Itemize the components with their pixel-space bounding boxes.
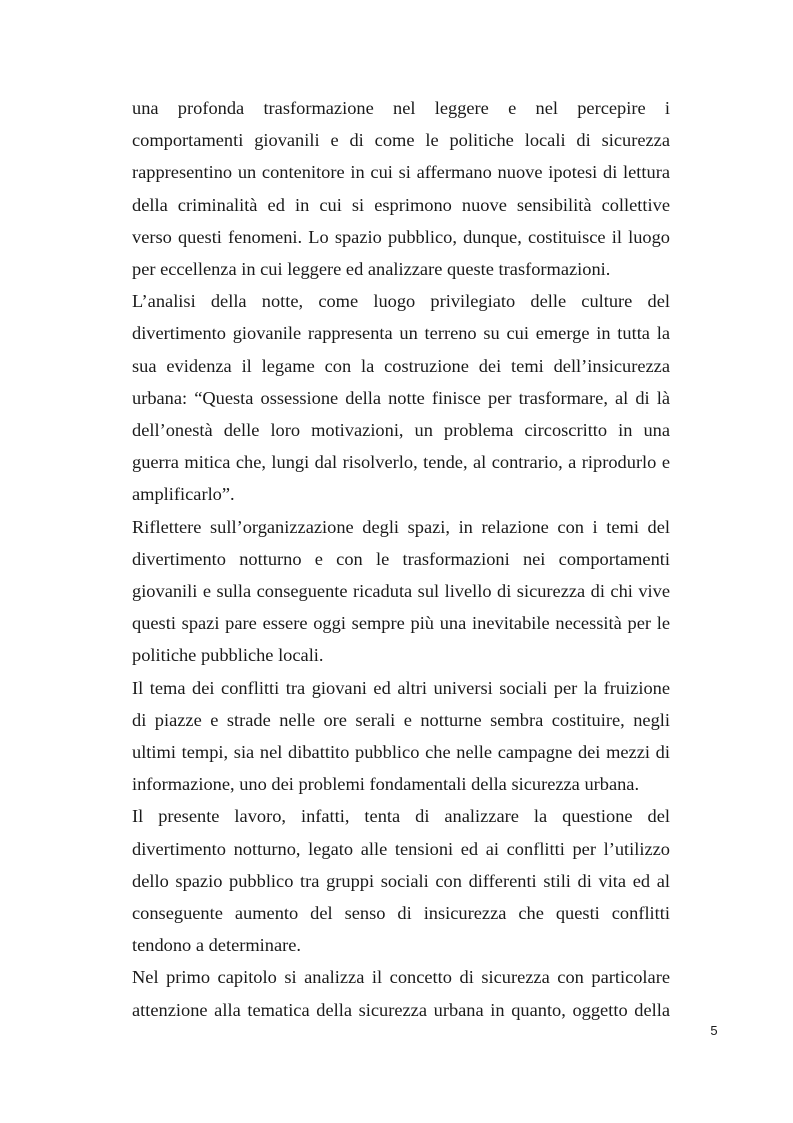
text-line: L’analisi della notte, come luogo privilegiato delle culture del [132,291,670,312]
text-line: dell’onestà delle loro motivazioni, un problema circoscritto in una [132,420,670,441]
text-line: Il presente lavoro, infatti, tenta di analizzare la questione del [132,806,670,827]
text-line: amplificarlo”. [132,484,235,505]
paragraph [132,800,670,961]
text-line: di piazze e strade nelle ore serali e notturne sembra costituire, negli [132,709,670,730]
text-line: Riflettere sull’organizzazione degli spazi, in relazione con i temi del [132,516,670,537]
paragraph [132,285,670,510]
text-line: Il tema dei conflitti tra giovani ed altri universi sociali per la fruizione [132,677,670,698]
text-line: conseguente aumento del senso di insicurezza che questi conflitti [132,903,670,924]
text-line: divertimento giovanile rappresenta un terreno su cui emerge in tutta la [132,323,670,344]
text-line: guerra mitica che, lungi dal risolverlo, tende, al contrario, a riprodurlo e [132,452,670,473]
text-line: divertimento notturno e con le trasformazioni nei comportamenti [132,548,670,569]
text-line: questi spazi pare essere oggi sempre più una inevitabile necessità per le [132,613,670,634]
text-line: urbana: “Questa ossessione della notte finisce per trasformare, al di là [132,387,670,408]
text-line: politiche pubbliche locali. [132,645,324,666]
text-line: della criminalità ed in cui si esprimono nuove sensibilità collettive [132,194,670,215]
paragraph [132,961,670,1025]
text-line: Nel primo capitolo si analizza il concetto di sicurezza con particolare [132,967,670,988]
body-text [132,92,670,1026]
text-line: sua evidenza il legame con la costruzione dei temi dell’insicurezza [132,355,670,376]
text-line: rappresentino un contenitore in cui si affermano nuove ipotesi di lettura [132,162,670,183]
text-line: comportamenti giovanili e di come le politiche locali di sicurezza [132,130,670,151]
text-line: ultimi tempi, sia nel dibattito pubblico che nelle campagne dei mezzi di [132,742,670,763]
text-line: per eccellenza in cui leggere ed analizzare queste trasformazioni. [132,259,611,280]
text-line: informazione, uno dei problemi fondamentali della sicurezza urbana. [132,774,640,795]
text-line: divertimento notturno, legato alle tensioni ed ai conflitti per l’utilizzo [132,838,670,859]
text-line: tendono a determinare. [132,935,302,956]
text-line: verso questi fenomeni. Lo spazio pubblico, dunque, costituisce il luogo [132,226,670,247]
text-line: attenzione alla tematica della sicurezza urbana in quanto, oggetto della [132,999,670,1020]
paragraph [132,672,670,801]
paragraph [132,511,670,672]
text-line: dello spazio pubblico tra gruppi sociali con differenti stili di vita ed al [132,870,670,891]
text-line: una profonda trasformazione nel leggere e nel percepire i [132,98,670,118]
text-line: giovanili e sulla conseguente ricaduta sul livello di sicurezza di chi vive [132,581,670,602]
page-number: 5 [710,1023,718,1038]
paragraph [132,92,670,285]
